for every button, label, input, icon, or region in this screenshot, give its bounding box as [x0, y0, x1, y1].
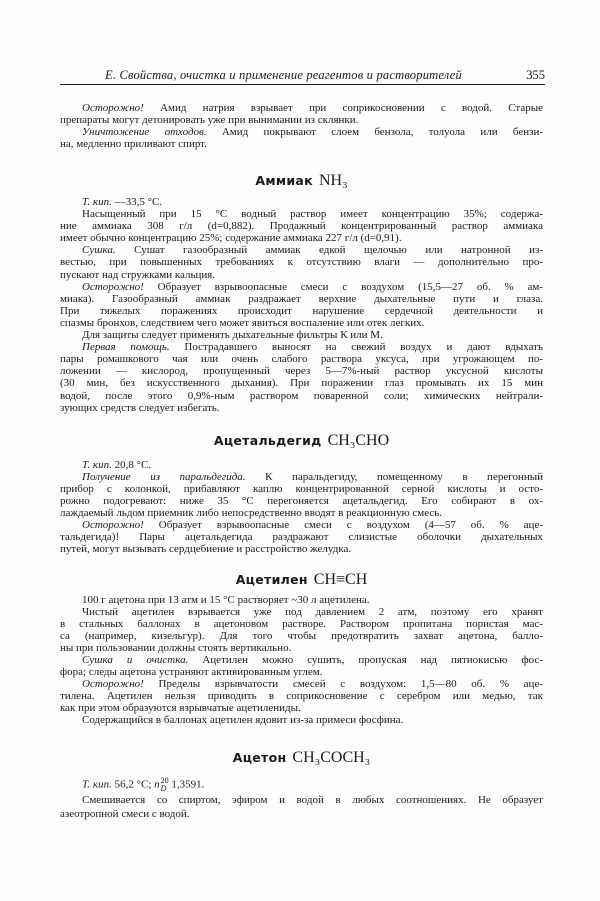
refractive-index-symbol: n — [154, 778, 160, 791]
line-text: рожно подогревают: ниже 35 °C перегоняется ацетальдегид. Его собирают в ох- — [60, 495, 543, 507]
text-line — [60, 483, 543, 495]
paragraph — [60, 196, 543, 208]
heading-name: Ацетон — [232, 750, 287, 765]
line-text: зующих средств следует избегать. — [60, 401, 220, 414]
heading-acetylene — [60, 571, 543, 590]
text-line — [60, 606, 543, 618]
paragraph — [60, 281, 543, 329]
text-line — [60, 594, 543, 606]
line-text: пары ромашкового чая или очень слабого раствора уксуса, при угрожающем по- — [60, 353, 543, 366]
italic-lead-term: Т. кип. — [82, 196, 112, 208]
paragraph — [60, 329, 543, 341]
text-line — [60, 666, 543, 678]
text-line — [60, 642, 543, 654]
text-line — [60, 402, 543, 414]
page-number: 355 — [526, 68, 545, 82]
text-line — [60, 714, 543, 726]
paragraph — [60, 126, 543, 150]
line-text: Для защиты следует применять дыхательные фильтры К или М. — [82, 329, 383, 342]
text-line — [60, 459, 543, 471]
text-line — [60, 531, 543, 543]
refractive-index-line: D — [160, 784, 167, 793]
italic-lead-term: Т. кип. — [82, 459, 112, 471]
text-line — [60, 208, 543, 220]
text-line — [60, 244, 543, 256]
text-line — [60, 114, 543, 126]
line-text: спазмы бронхов, следствием чего может явиться воспаление или отек легких. — [60, 316, 425, 329]
text-line — [60, 365, 543, 377]
text-line — [60, 281, 543, 293]
line-text: Сушат газообразный аммиак едкой щелочью или натронной из- — [115, 244, 543, 257]
heading-acetaldehyde — [60, 432, 543, 451]
line-text: тальдегида)! Пары ацетальдегида раздражают слизистые оболочки дыхательных — [60, 531, 543, 543]
text-line — [60, 377, 543, 389]
paragraph — [60, 714, 543, 726]
line-text: К паральдегиду, помещенному в перегонный — [245, 471, 543, 483]
text-line — [60, 126, 543, 138]
italic-lead-term: Осторожно! — [82, 102, 144, 114]
line-text: Содержащийся в баллонах ацетилен ядовит из-за примеси фосфина. — [82, 714, 404, 726]
line-text: Пределы взрывчатости смесей с воздухом: 1,5—80 об. % аце- — [143, 678, 543, 690]
paragraph — [60, 594, 543, 606]
line-text: миака). Газообразный аммиак раздражает верхние дыхательные пути и глаза. — [60, 292, 543, 305]
refractive-index-indices — [161, 777, 169, 793]
line-text: Смешивается со спиртом, эфиром и водой в любых соотношениях. Не образует — [82, 794, 543, 806]
line-text: Образует взрывоопасные смеси с воздухом (15,5—27 об. % ам- — [143, 280, 543, 293]
italic-lead-term: Осторожно! — [82, 678, 144, 690]
text-line — [60, 543, 543, 555]
heading-ammonia — [60, 172, 543, 191]
line-text: ны при пользовании должны стоять вертикально. — [60, 642, 292, 654]
line-text: Амид натрия взрывает при соприкосновении с водой. Старые — [143, 102, 543, 114]
line-text: имеет обычно концентрацию 25%; содержание аммиака 227 г/л (d=0,91). — [60, 232, 402, 245]
italic-lead-term: Уничтожение отходов. — [82, 126, 207, 138]
refractive-index-temperature: 20 — [160, 776, 169, 785]
section-sodium-amide-end — [60, 102, 543, 150]
paragraph — [60, 244, 543, 280]
heading-formula: CH₃CHO — [327, 432, 390, 449]
text-line — [60, 232, 543, 244]
section-ammonia — [60, 196, 543, 414]
paragraph — [60, 519, 543, 555]
line-text: ложении — кислород, пропущенный через 5—7%-ный раствор уксусной кислоты — [60, 365, 543, 378]
heading-name: Аммиак — [255, 173, 313, 188]
running-header — [60, 68, 545, 85]
italic-lead-term: Получение из паральдегида. — [82, 471, 246, 483]
section-acetylene — [60, 594, 543, 726]
line-text: водой, после этого 0,9%-ным раствором поваренной соли; химических нейтрали- — [60, 389, 543, 402]
text-line — [60, 269, 543, 281]
running-header-title: Е. Свойства, очистка и применение реагентов и растворителей — [105, 68, 462, 82]
line-text: вестью, при повышенных требованиях к отсутствию влаги — дополнительно про- — [60, 256, 543, 269]
italic-lead-term: Т. кип. — [82, 778, 112, 791]
text-line — [60, 618, 543, 630]
line-text: Амид покрывают слоем бензола, толуола или бензи- — [206, 126, 543, 138]
line-text: ние аммиака 308 г/л (d=0,882). Продажный концентрированный раствор аммиака — [60, 220, 543, 233]
paragraph — [60, 678, 543, 714]
heading-formula: CH≡CH — [313, 571, 368, 588]
italic-lead-term: Осторожно! — [82, 280, 144, 293]
line-text: как при этом образуются взрывчатые ацетилениды. — [60, 702, 301, 714]
italic-lead-term: Сушка. — [82, 244, 116, 257]
paragraph — [60, 654, 543, 678]
line-text: 20,8 °C. — [111, 459, 152, 471]
text-line — [60, 519, 543, 531]
line-text: —33,5 °C. — [111, 196, 163, 208]
paragraph — [60, 471, 543, 519]
heading-formula: CH₃COCH₃ — [292, 749, 371, 766]
line-text: Ацетилен можно сушить, пропуская над пятиокисью фос- — [188, 654, 543, 666]
section-acetaldehyde — [60, 459, 543, 555]
text-line — [60, 317, 543, 329]
paragraph — [60, 777, 543, 793]
text-line — [60, 390, 543, 402]
line-text: Образует взрывоопасные смеси с воздухом (4—57 об. % аце- — [143, 519, 543, 531]
text-line — [60, 305, 543, 317]
line-text: препараты могут детонировать уже при вынимании из склянки. — [60, 114, 359, 126]
line-text: лаждаемый льдом приемник либо непосредственно вводят в реакционную смесь. — [60, 507, 443, 519]
line-text: 56,2 °C; — [111, 778, 155, 791]
line-text: При тяжелых поражениях происходит нарушение сердечной деятельности и — [60, 304, 543, 317]
text-line — [60, 220, 543, 232]
text-line — [60, 777, 543, 793]
line-text: тилена. Ацетилен нельзя приводить в соприкосновение с серебром или медью, так — [60, 690, 543, 702]
text-line — [60, 507, 543, 519]
text-line — [60, 329, 543, 341]
heading-name: Ацетальдегид — [213, 433, 322, 448]
heading-name: Ацетилен — [235, 572, 308, 587]
text-line — [60, 702, 543, 714]
italic-lead-term: Первая помощь. — [82, 341, 170, 354]
heading-acetone — [60, 749, 543, 768]
line-text: на, медленно приливают спирт. — [60, 138, 207, 150]
line-text: са (например, кизельгур). Для того чтобы предотвратить захват ацетона, балло- — [60, 630, 543, 642]
heading-formula: NH₃ — [318, 172, 348, 189]
text-line — [60, 793, 543, 807]
text-line — [60, 138, 543, 150]
text-line — [60, 471, 543, 483]
line-text: азеотропной смеси с водой. — [60, 808, 190, 820]
line-text: Насыщенный при 15 °C водный раствор имеет концентрацию 35%; содержа- — [82, 208, 543, 221]
section-acetone — [60, 777, 543, 821]
paragraph — [60, 606, 543, 654]
text-line — [60, 353, 543, 365]
line-text: путей, могут вызывать сердцебиение и расстройство желудка. — [60, 543, 352, 555]
line-text: (30 мин, без искусственного дыхания). При поражении глаз промывать их 15 мин — [60, 377, 543, 390]
text-line — [60, 196, 543, 208]
line-text: прибор с колонкой, прибавляют каплю концентрированной серной кислоты и осто- — [60, 483, 543, 495]
line-text: пускают над стружками кальция. — [60, 268, 216, 281]
text-line — [60, 341, 543, 353]
paragraph — [60, 793, 543, 821]
paragraph — [60, 341, 543, 414]
text-line — [60, 678, 543, 690]
line-text: Пострадавшего выносят на свежий воздух и дают вдыхать — [169, 341, 543, 354]
text-line — [60, 293, 543, 305]
text-line — [60, 495, 543, 507]
text-line — [60, 690, 543, 702]
line-text: фора; следы ацетона устраняют активированным углем. — [60, 666, 323, 678]
line-text: 100 г ацетона при 13 атм и 15 °C растворяет ~30 л ацетилена. — [82, 594, 370, 606]
paragraph — [60, 208, 543, 244]
refractive-index-value: 1,3591. — [168, 778, 205, 791]
text-line — [60, 630, 543, 642]
paragraph — [60, 102, 543, 126]
paragraph — [60, 459, 543, 471]
text-line — [60, 807, 543, 821]
line-text: в стальных баллонах в ацетоновом растворе. Раствором пропитана пористая мас- — [60, 618, 543, 630]
text-line — [60, 102, 543, 114]
italic-lead-term: Сушка и очистка. — [82, 654, 189, 666]
text-line — [60, 256, 543, 268]
text-line — [60, 654, 543, 666]
line-text: Чистый ацетилен взрывается уже под давлением 2 атм, поэтому его хранят — [82, 606, 543, 618]
italic-lead-term: Осторожно! — [82, 519, 144, 531]
